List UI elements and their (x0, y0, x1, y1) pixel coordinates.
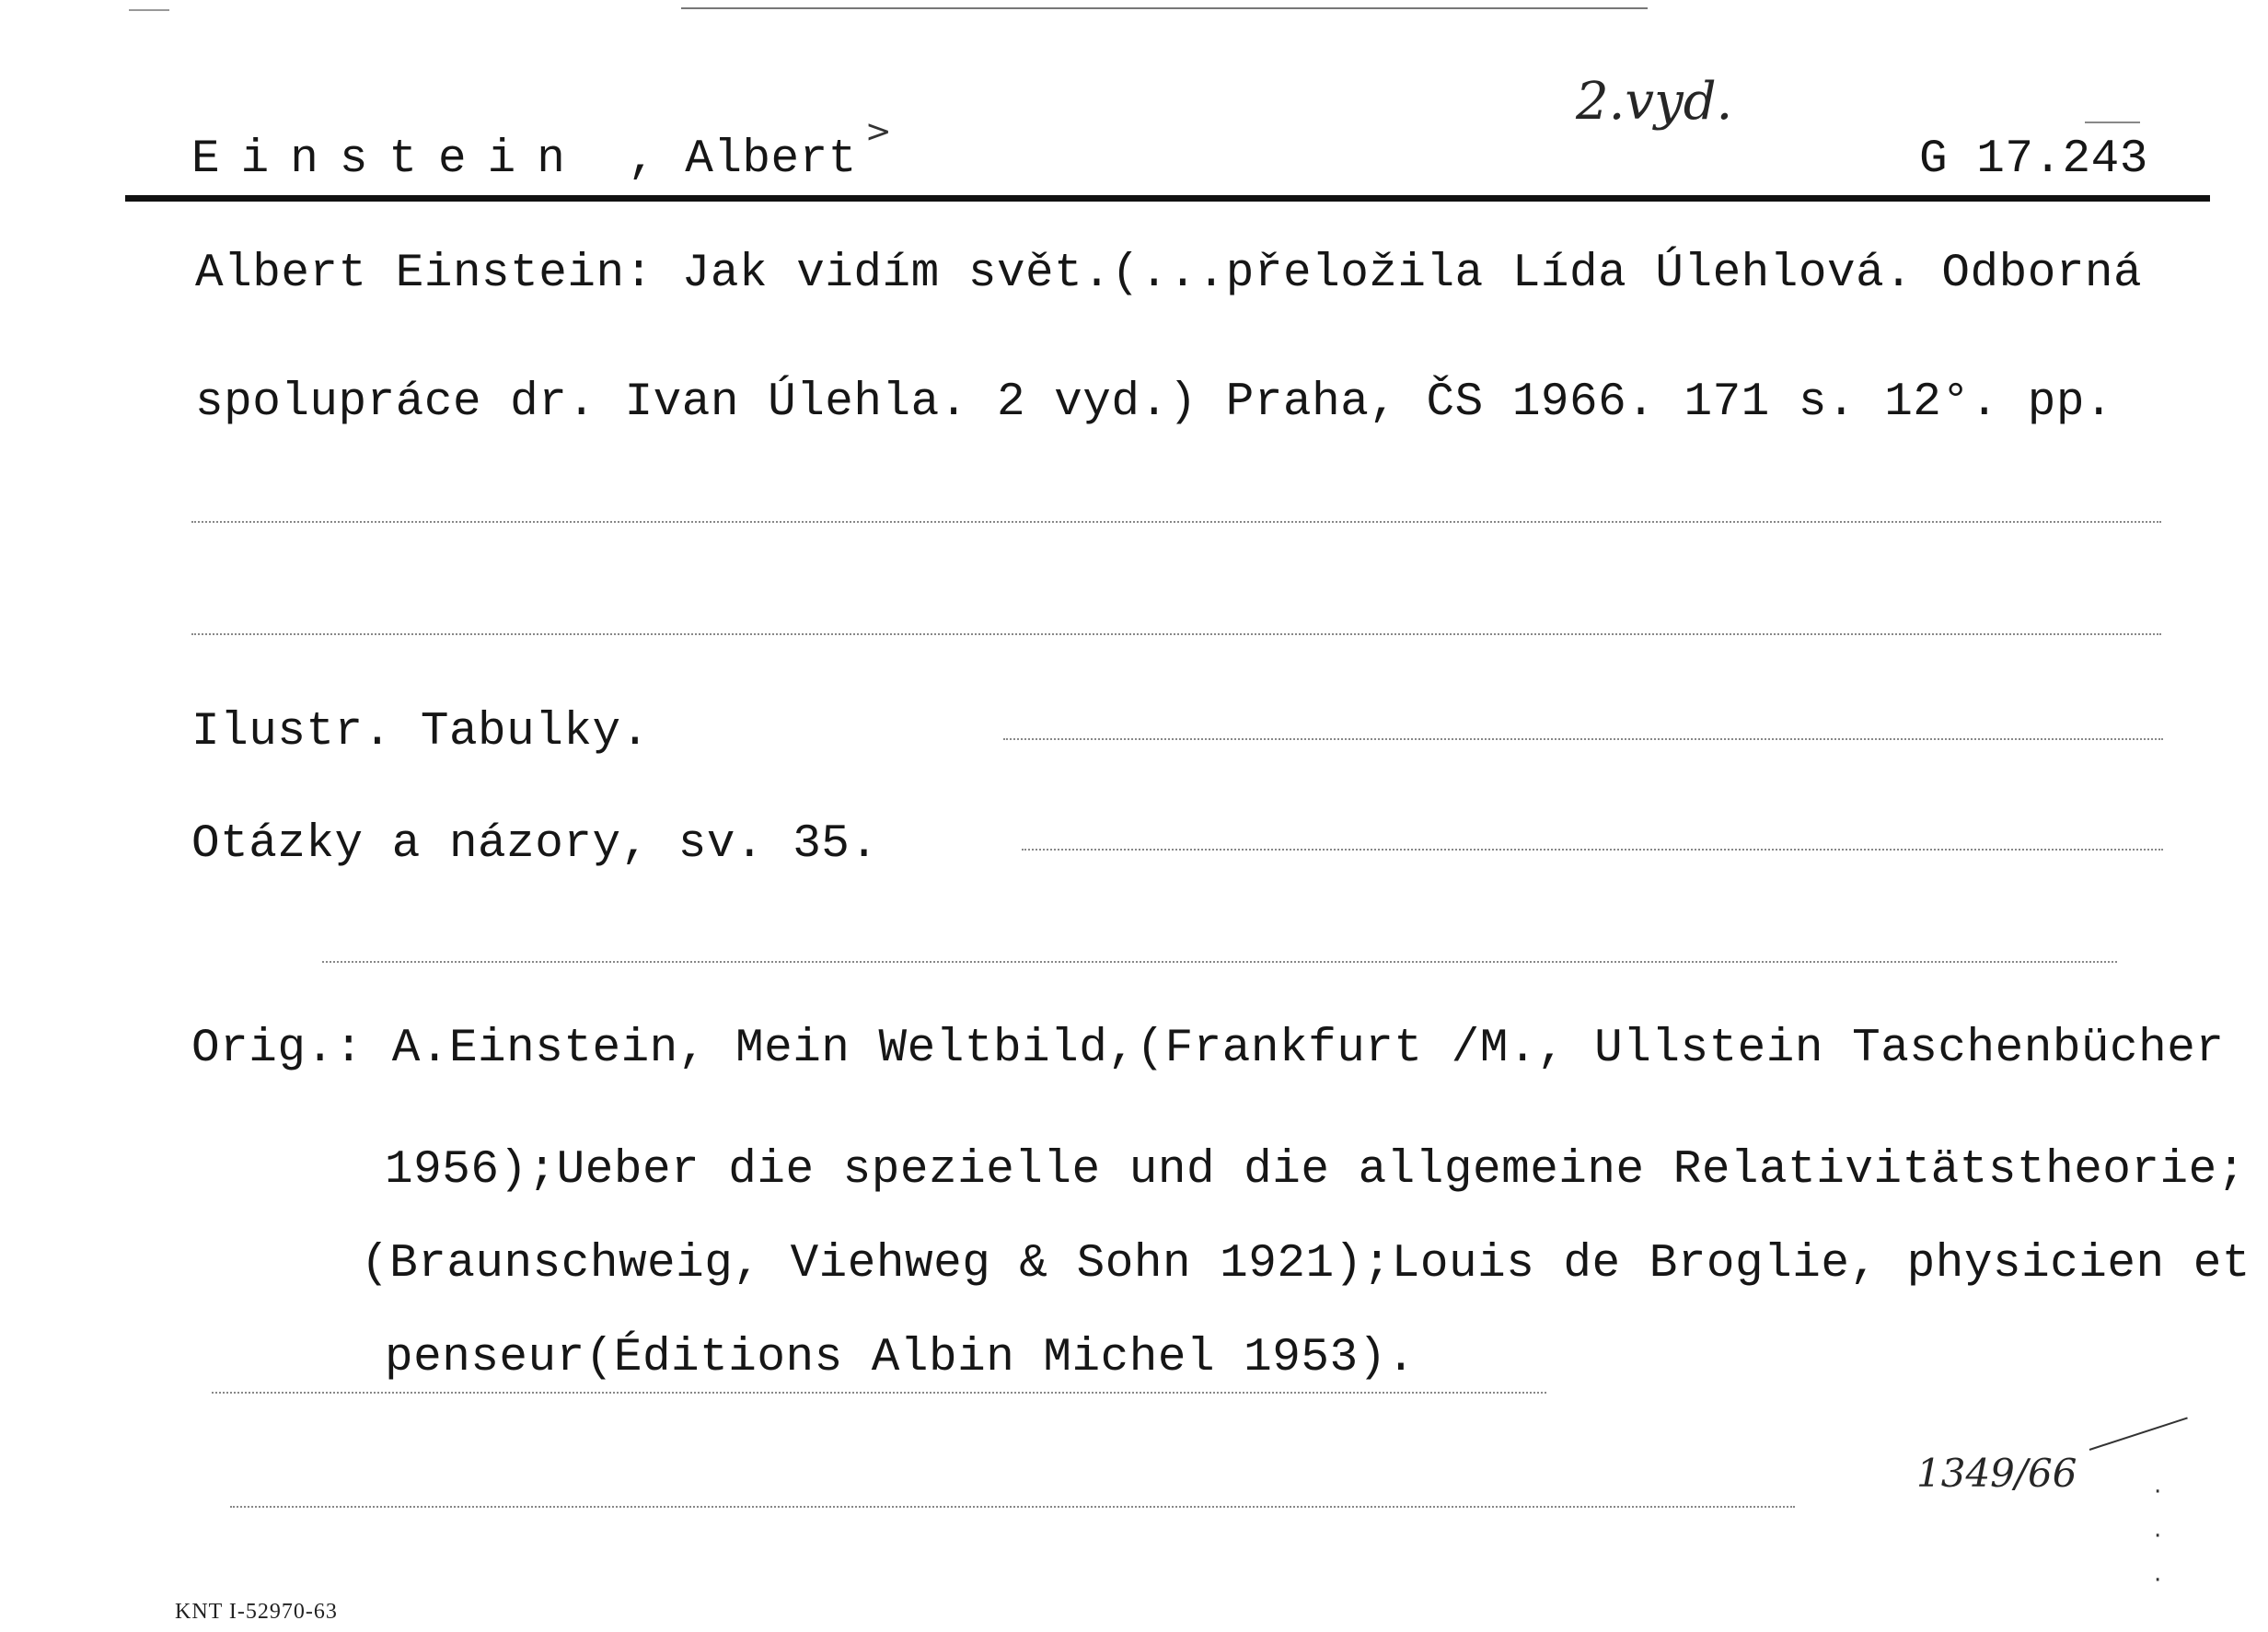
original-line-2: 1956);Ueber die spezielle und die allgemeine Relativitätstheorie; (385, 1144, 2246, 1197)
blank-dotted-line-3 (322, 961, 2117, 963)
original-line-4: penseur(Éditions Albin Michel 1953). (385, 1332, 1416, 1384)
series-note: Otázky a názory, sv. 35. (191, 818, 879, 871)
caret-mark: > (865, 113, 892, 150)
right-edge-dot-1: · (2154, 1478, 2162, 1506)
entry-line-1: Albert Einstein: Jak vidím svět.(...přeložila Lída Úlehlová. Odborná (195, 248, 2143, 300)
call-number: G 17.243 (1919, 133, 2148, 186)
header-author: Einstein (191, 133, 586, 186)
blank-dotted-line-2 (191, 633, 2161, 635)
top-faint-rule (681, 7, 1648, 9)
header-rule (125, 195, 2210, 202)
blank-dotted-line-1 (191, 521, 2161, 523)
call-number-tick (2085, 122, 2140, 123)
illustrations-note: Ilustr. Tabulky. (191, 706, 650, 758)
top-left-tick (129, 9, 169, 11)
blank-dotted-line-5 (230, 1506, 1795, 1508)
right-edge-dot-3: · (2154, 1567, 2162, 1594)
illustrations-dotted-fill (1003, 738, 2163, 740)
handwritten-accession-number: 1349/66 (1916, 1451, 2077, 1496)
header-author-rest: , Albert (628, 133, 857, 186)
handwritten-slash-line (2089, 1417, 2188, 1451)
handwritten-edition-note: 2.vyd. (1576, 72, 1733, 132)
series-dotted-fill (1022, 849, 2163, 851)
original-line-3: (Braunschweig, Viehweg & Sohn 1921);Louis de Broglie, physicien et (361, 1238, 2251, 1291)
blank-dotted-line-4 (212, 1392, 1546, 1394)
print-code: KNT I-52970-63 (175, 1600, 338, 1624)
original-line-1: Orig.: A.Einstein, Mein Weltbild,(Frankfurt /M., Ullstein Taschenbücher (191, 1023, 2225, 1075)
entry-line-2: spolupráce dr. Ivan Úlehla. 2 vyd.) Praha, ČS 1966. 171 s. 12°. pp. (195, 376, 2114, 429)
right-edge-dot-2: · (2154, 1522, 2162, 1550)
